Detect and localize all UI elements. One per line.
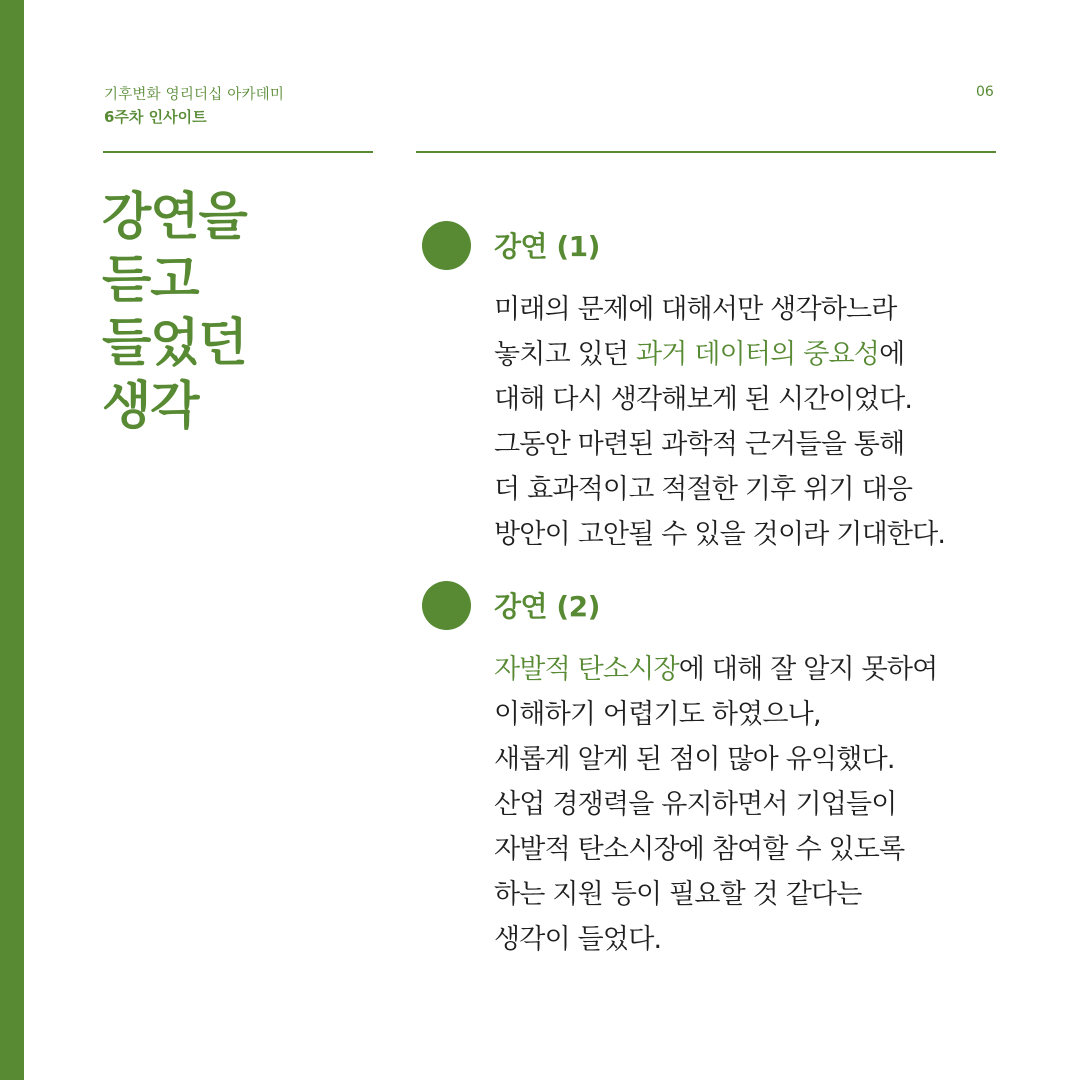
week-title: 6주차 인사이트 — [104, 108, 207, 126]
body-line: 자발적 탄소시장에 참여할 수 있도록 — [494, 834, 905, 865]
program-name: 기후변화 영리더십 아카데미 — [104, 87, 285, 103]
body-line: 하는 지원 등이 필요할 것 같다는 — [494, 879, 862, 910]
body-line: 생각이 들었다. — [494, 924, 662, 955]
body-line: 그동안 마련된 과학적 근거들을 통해 — [494, 429, 905, 460]
body-line: 미래의 문제에 대해서만 생각하느라 — [494, 294, 897, 325]
body-line: 놓치고 있던 과거 데이터의 중요성에 — [494, 339, 905, 370]
body-line: 새롭게 알게 된 점이 많아 유익했다. — [494, 744, 895, 775]
page-number: 06 — [976, 84, 994, 100]
body-line: 대해 다시 생각해보게 된 시간이었다. — [494, 384, 913, 415]
bullet-circle-icon — [422, 581, 471, 630]
section-title: 강연 (2) — [494, 590, 600, 623]
page-title — [102, 186, 342, 438]
body-line: 자발적 탄소시장에 대해 잘 알지 못하여 — [494, 654, 938, 685]
title-line: 듣고 — [102, 251, 199, 310]
body-line: 이해하기 어렵기도 하였으나, — [494, 699, 821, 730]
bullet-circle-icon — [422, 221, 471, 270]
divider-left — [103, 151, 373, 153]
title-line: 들었던 — [102, 314, 247, 373]
highlight-text: 과거 데이터의 중요성 — [635, 339, 880, 370]
title-line: 강연을 — [102, 188, 247, 247]
highlight-text: 자발적 탄소시장 — [494, 654, 679, 685]
title-line: 생각 — [102, 377, 199, 436]
left-accent-bar — [0, 0, 24, 1080]
section-title: 강연 (1) — [494, 230, 600, 263]
body-line: 산업 경쟁력을 유지하면서 기업들이 — [494, 789, 897, 820]
body-line: 더 효과적이고 적절한 기후 위기 대응 — [494, 474, 913, 505]
section-body — [494, 647, 1034, 962]
section-body — [494, 287, 1034, 557]
body-line: 방안이 고안될 수 있을 것이라 기대한다. — [494, 519, 946, 550]
divider-right — [416, 151, 996, 153]
